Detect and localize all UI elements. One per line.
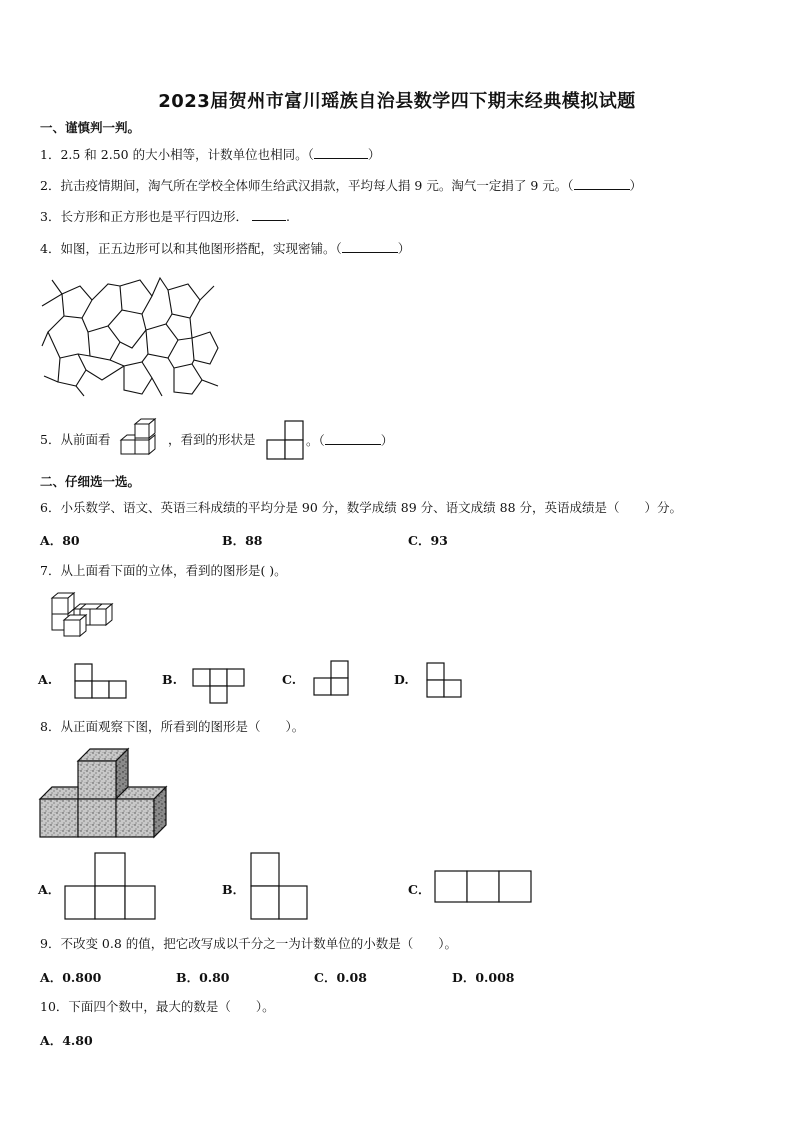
question-7: 7．从上面看下面的立体，看到的图形是( )。 [40,563,287,578]
question-5-after: 。（ [306,433,325,448]
question-6: 6．小乐数学、语文、英语三科成绩的平均分是 90 分，数学成绩 89 分、语文成绩 88 分，英语成绩是（ ）分。 [40,500,683,515]
q7-option-a-shape[interactable] [74,663,128,699]
answer-blank-3[interactable] [252,208,286,221]
question-9: 9．不改变 0.8 的值，把它改写成以千分之一为计数单位的小数是（ ）。 [40,936,458,951]
q7-option-b-shape[interactable] [192,668,246,704]
q7-option-c-label[interactable]: C. [282,672,297,687]
q7-option-c-shape[interactable] [312,660,350,698]
q8-option-b-label[interactable]: B． [222,882,246,897]
q8-solid-figure [38,746,172,840]
q8-option-a-shape[interactable] [64,852,156,920]
question-4-close: ） [397,241,411,256]
question-10: 10．下面四个数中，最大的数是（ ）。 [40,999,275,1014]
question-8: 8．从正面观察下图，所看到的图形是（ ）。 [40,719,305,734]
q7-solid-figure [50,592,114,642]
front-view-shape [266,420,304,460]
section-2-heading: 二、仔细选一选。 [40,474,141,489]
q9-option-b[interactable]: B．0.80 [176,970,230,985]
answer-blank-1[interactable] [314,146,368,159]
answer-blank-2[interactable] [574,177,630,190]
question-2 [40,177,642,194]
question-2-text: 2．抗击疫情期间，淘气所在学校全体师生给武汉捐款，平均每人捐 9 元。淘气一定捐了 9 元。（ [40,178,574,193]
q7-option-d-shape[interactable] [426,662,464,700]
q7-option-b-label[interactable]: B. [162,672,177,687]
q6-option-c[interactable]: C．93 [408,533,448,548]
page-title: 2023届贺州市富川瑶族自治县数学四下期末经典模拟试题 [158,91,636,112]
q8-option-a-label[interactable]: A． [38,882,61,897]
question-1-text: 1．2.5 和 2.50 的大小相等，计数单位也相同。（ [40,147,314,162]
q6-option-b[interactable]: B．88 [222,533,263,548]
question-5-before: 5．从前面看 [40,432,111,447]
q8-option-c-label[interactable]: C． [408,882,431,897]
section-1-heading: 一、谨慎判一判。 [40,120,141,135]
question-5-answer [306,432,393,449]
question-3-close: . [285,209,290,224]
q8-option-b-shape[interactable] [250,852,310,920]
answer-blank-5[interactable] [325,432,381,445]
question-5-close: ） [380,433,394,448]
pentagon-tessellation-figure [42,276,218,396]
q9-option-a[interactable]: A．0.800 [40,970,102,985]
question-3-text: 3．长方形和正方形也是平行四边形． [40,209,248,224]
answer-blank-4[interactable] [342,240,398,253]
q7-option-a-label[interactable]: A. [38,672,53,687]
cube-stack-figure [115,418,157,458]
question-3 [40,208,290,225]
question-1 [40,146,380,163]
q10-option-a[interactable]: A．4.80 [40,1033,93,1048]
q8-option-c-shape[interactable] [434,870,534,904]
q9-option-c[interactable]: C．0.08 [314,970,367,985]
question-5-middle: ，看到的形状是 [168,432,256,447]
q9-option-d[interactable]: D．0.008 [452,970,515,985]
question-4 [40,240,410,257]
question-4-text: 4．如图，正五边形可以和其他图形搭配，实现密铺。（ [40,241,342,256]
q6-option-a[interactable]: A．80 [40,533,80,548]
question-2-close: ） [629,178,643,193]
q7-option-d-label[interactable]: D. [394,672,409,687]
question-1-close: ） [367,147,381,162]
